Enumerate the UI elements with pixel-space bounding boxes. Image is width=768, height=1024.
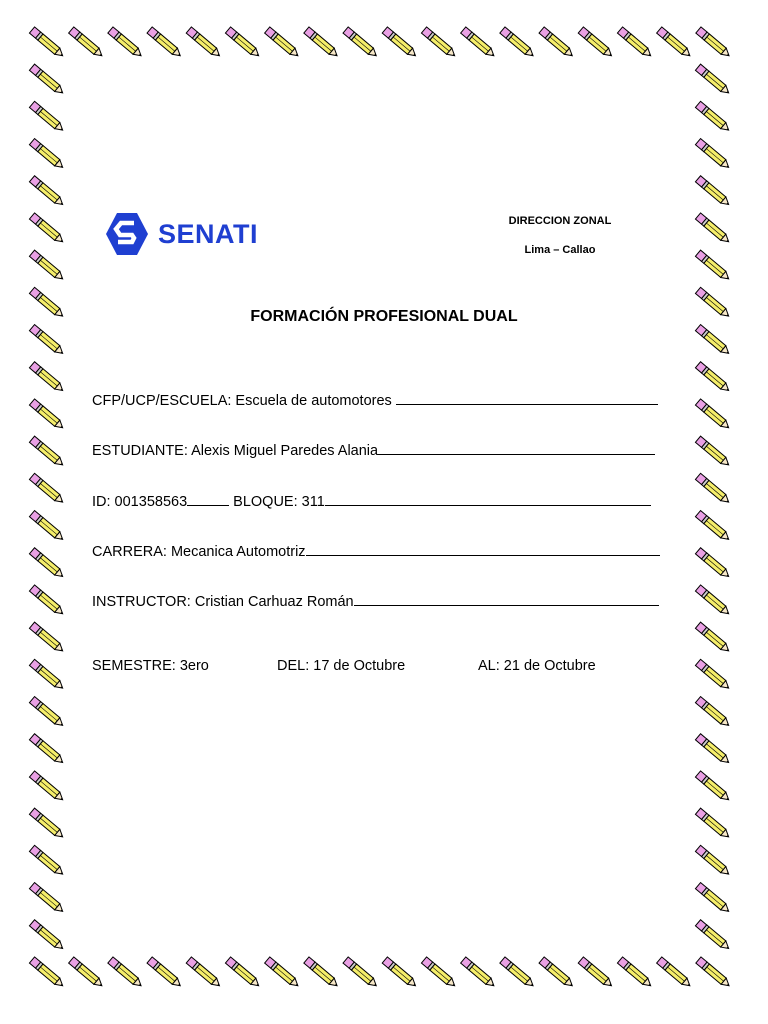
pencil-icon bbox=[29, 659, 65, 691]
pencil-icon bbox=[29, 213, 65, 245]
pencil-icon bbox=[617, 27, 653, 59]
pencil-icon bbox=[421, 957, 457, 989]
pencil-icon bbox=[500, 957, 536, 989]
pencil-icon bbox=[695, 511, 731, 543]
direccion-zonal: DIRECCION ZONAL bbox=[508, 215, 612, 227]
logo-text: SENATI bbox=[158, 218, 259, 249]
carrera-value: CARRERA: Mecanica Automotriz bbox=[92, 544, 306, 560]
pencil-icon bbox=[695, 473, 731, 505]
pencil-icon bbox=[657, 957, 693, 989]
pencil-icon bbox=[695, 622, 731, 654]
pencil-icon bbox=[695, 845, 731, 877]
pencil-icon bbox=[108, 27, 144, 59]
bloque-value: BLOQUE: 311 bbox=[233, 494, 325, 510]
pencil-icon bbox=[695, 250, 731, 282]
pencil-icon bbox=[382, 27, 418, 59]
pencil-icon bbox=[29, 585, 65, 617]
pencil-icon bbox=[29, 920, 65, 952]
pencil-icon bbox=[29, 101, 65, 133]
pencil-icon bbox=[695, 325, 731, 357]
pencil-icon bbox=[695, 213, 731, 245]
pencil-icon bbox=[69, 957, 105, 989]
pencil-icon bbox=[29, 511, 65, 543]
estudiante-line bbox=[92, 440, 655, 459]
pencil-icon bbox=[695, 659, 731, 691]
pencil-icon bbox=[29, 473, 65, 505]
senati-logo bbox=[104, 209, 258, 259]
cfp-line bbox=[92, 390, 658, 409]
pencil-icon bbox=[695, 920, 731, 952]
pencil-icon bbox=[695, 64, 731, 96]
pencil-icon bbox=[382, 957, 418, 989]
al-text: AL: 21 de Octubre bbox=[478, 658, 596, 674]
pencil-icon bbox=[578, 957, 614, 989]
pencil-icon bbox=[69, 27, 105, 59]
semestre-text: SEMESTRE: 3ero bbox=[92, 658, 209, 674]
pencil-icon bbox=[304, 957, 340, 989]
page-title: FORMACIÓN PROFESIONAL DUAL bbox=[250, 308, 518, 325]
pencil-icon bbox=[147, 957, 183, 989]
pencil-icon bbox=[29, 436, 65, 468]
id-line bbox=[92, 491, 651, 510]
pencil-icon bbox=[695, 697, 731, 729]
instructor-value: INSTRUCTOR: Cristian Carhuaz Román bbox=[92, 594, 354, 610]
pencil-icon bbox=[695, 883, 731, 915]
pencil-icon bbox=[695, 808, 731, 840]
pencil-icon bbox=[29, 362, 65, 394]
pencil-icon bbox=[695, 548, 731, 580]
pencil-icon bbox=[461, 957, 497, 989]
pencil-icon bbox=[695, 399, 731, 431]
pencil-icon bbox=[147, 27, 183, 59]
pencil-icon bbox=[539, 27, 575, 59]
id-value: ID: 001358563 bbox=[92, 494, 188, 510]
pencil-icon bbox=[29, 250, 65, 282]
pencil-icon bbox=[29, 808, 65, 840]
sede: Lima – Callao bbox=[524, 244, 596, 256]
pencil-icon bbox=[29, 399, 65, 431]
pencil-icon bbox=[29, 139, 65, 171]
pencil-icon bbox=[225, 957, 261, 989]
pencil-icon bbox=[696, 27, 732, 59]
pencil-icon bbox=[657, 27, 693, 59]
pencil-icon bbox=[421, 27, 457, 59]
pencil-icon bbox=[695, 176, 731, 208]
pencil-icon bbox=[29, 27, 65, 59]
senati-logo-icon bbox=[104, 211, 150, 257]
pencil-icon bbox=[186, 27, 222, 59]
pencil-icon bbox=[695, 101, 731, 133]
pencil-icon bbox=[29, 176, 65, 208]
pencil-icon bbox=[343, 27, 379, 59]
del-text: DEL: 17 de Octubre bbox=[277, 658, 406, 674]
pencil-icon bbox=[578, 27, 614, 59]
pencil-icon bbox=[695, 585, 731, 617]
pencil-icon bbox=[29, 64, 65, 96]
pencil-icon bbox=[695, 734, 731, 766]
pencil-icon bbox=[696, 957, 732, 989]
pencil-icon bbox=[186, 957, 222, 989]
pencil-icon bbox=[29, 734, 65, 766]
pencil-icon bbox=[29, 845, 65, 877]
pencil-icon bbox=[29, 771, 65, 803]
pencil-icon bbox=[500, 27, 536, 59]
pencil-icon bbox=[461, 27, 497, 59]
pencil-icon bbox=[108, 957, 144, 989]
pencil-icon bbox=[265, 27, 301, 59]
pencil-icon bbox=[29, 548, 65, 580]
pencil-icon bbox=[29, 697, 65, 729]
instructor-line bbox=[92, 591, 659, 610]
pencil-icon bbox=[617, 957, 653, 989]
pencil-icon bbox=[695, 436, 731, 468]
pencil-icon bbox=[29, 622, 65, 654]
pencil-icon bbox=[29, 325, 65, 357]
pencil-icon bbox=[29, 957, 65, 989]
cfp-value: CFP/UCP/ESCUELA: Escuela de automotores bbox=[92, 393, 396, 409]
pencil-icon bbox=[695, 362, 731, 394]
pencil-icon bbox=[695, 771, 731, 803]
estudiante-value: ESTUDIANTE: Alexis Miguel Paredes Alania bbox=[92, 443, 379, 459]
pencil-icon bbox=[304, 27, 340, 59]
pencil-icon bbox=[695, 139, 731, 171]
pencil-icon bbox=[539, 957, 575, 989]
pencil-icon bbox=[29, 883, 65, 915]
pencil-icon bbox=[225, 27, 261, 59]
pencil-icon bbox=[343, 957, 379, 989]
carrera-line bbox=[92, 541, 660, 560]
pencil-icon bbox=[265, 957, 301, 989]
